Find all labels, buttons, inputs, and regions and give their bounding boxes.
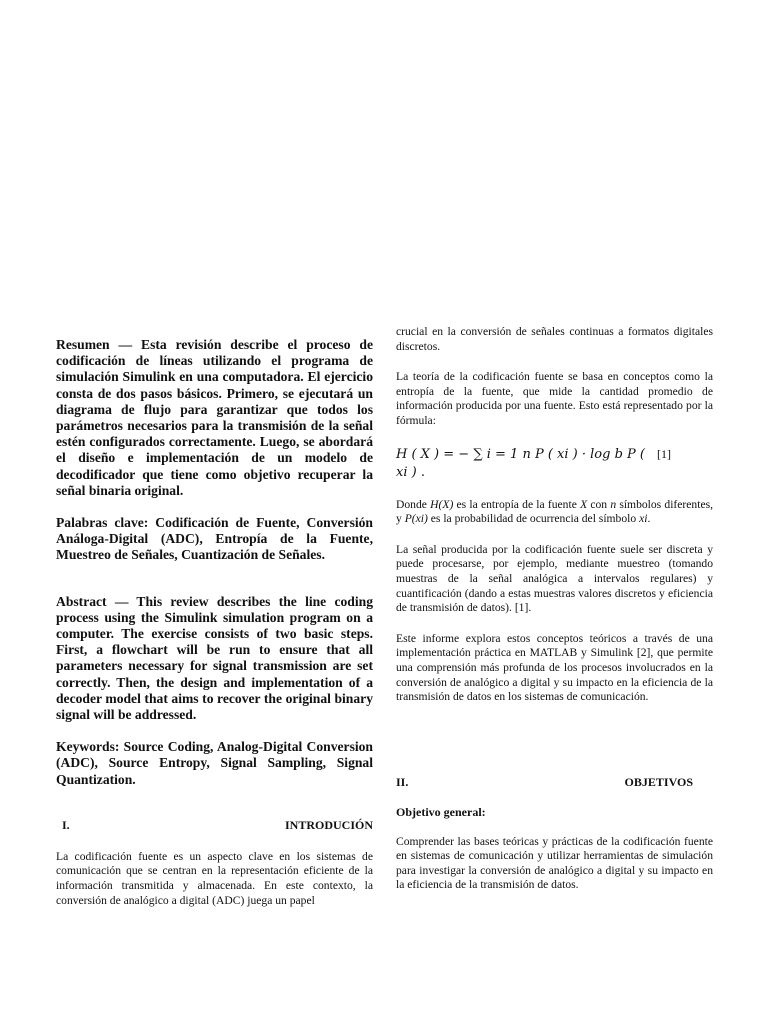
formula-number: [1] bbox=[657, 446, 671, 461]
section-number: II. bbox=[396, 774, 409, 789]
right-column bbox=[396, 325, 713, 893]
formula-expression: H ( X ) = − ∑ i = 1 n P ( xi ) · log b P ( xi ) . bbox=[396, 446, 645, 480]
abstract-paragraph: Abstract — This review describes the line coding process using the Simulink simulation program on a computer. The exercise consists of two basic steps. First, a flowchart will be run to ensure that all parameters necessary for signal transmission are set correctly. Then, the design and implementation of a decoder model that aims to recover the original binary signal will be addressed. bbox=[56, 593, 373, 723]
theory-paragraph: La teoría de la codificación fuente se basa en conceptos como la entropía de la fuente, que mide la cantidad promedio de información producida por una fuente. Esto está representado por la fórmula: bbox=[396, 370, 713, 427]
left-column bbox=[56, 337, 373, 908]
section-number: I. bbox=[62, 817, 70, 832]
objective-paragraph: Comprender las bases teóricas y prácticas de la codificación fuente en sistemas de comunicación y utilizar herramientas de simulación para investigar la conversión de analógico a digital y su impacto en la eficiencia de la transmisión de datos. bbox=[396, 834, 713, 892]
intro-paragraph: La codificación fuente es un aspecto clave en los sistemas de comunicación que se centran en la representación eficiente de la información transmitida y almacenada. En este contexto, la conversión de analógico a digital (ADC) juega un papel bbox=[56, 849, 373, 907]
resumen-paragraph: Resumen — Esta revisión describe el proceso de codificación de líneas utilizando el programa de simulación Simulink en una computadora. El ejercicio consta de dos pasos básicos. Primero, se ejecutará un diagrama de flujo para garantizar que todos los parámetros necesarios para la transmisión de la señal estén configurados correctamente. Luego, se abordará el diseño e implementación de un modelo de decodificador que tiene como objetivo recuperar la señal binaria original. bbox=[56, 337, 373, 498]
section-heading-objetivos bbox=[396, 775, 713, 789]
report-paragraph: Este informe explora estos conceptos teóricos a través de una implementación práctica en MATLAB y Simulink [2], que permite una comprensión más profunda de los procesos involucrados en la conversión de analógico a digital y su impacto en la eficiencia de la transmisión de datos en los sistemas de comunicación. bbox=[396, 631, 713, 704]
keywords-paragraph: Keywords: Source Coding, Analog-Digital Conversion (ADC), Source Entropy, Signal Sampling, Signal Quantization. bbox=[56, 739, 373, 787]
signal-paragraph: La señal producida por la codificación fuente suele ser discreta y puede procesarse, por ejemplo, mediante muestreo (tomando muestras de la señal analógica a intervalos regulares) y cuantificación (dando a estas muestras valores discretos y eficiencia de transmisión de datos). [1]. bbox=[396, 542, 713, 615]
section-heading-introduccion bbox=[56, 818, 373, 832]
section-title: OBJETIVOS bbox=[624, 774, 693, 789]
objective-heading: Objetivo general: bbox=[396, 804, 486, 819]
palabras-clave-paragraph: Palabras clave: Codificación de Fuente, Conversión Análoga-Digital (ADC), Entropía de la Fuente, Muestreo de Señales, Cuantización de Señales. bbox=[56, 515, 373, 563]
continuation-paragraph: crucial en la conversión de señales continuas a formatos digitales discretos. bbox=[396, 325, 713, 353]
donde-paragraph: Donde H(X) es la entropía de la fuente X con n símbolos diferentes, y P(xi) es la probabilidad de ocurrencia del símbolo xi. bbox=[396, 497, 714, 526]
section-title: INTRODUCIÓN bbox=[284, 817, 373, 832]
entropy-formula bbox=[396, 445, 713, 482]
